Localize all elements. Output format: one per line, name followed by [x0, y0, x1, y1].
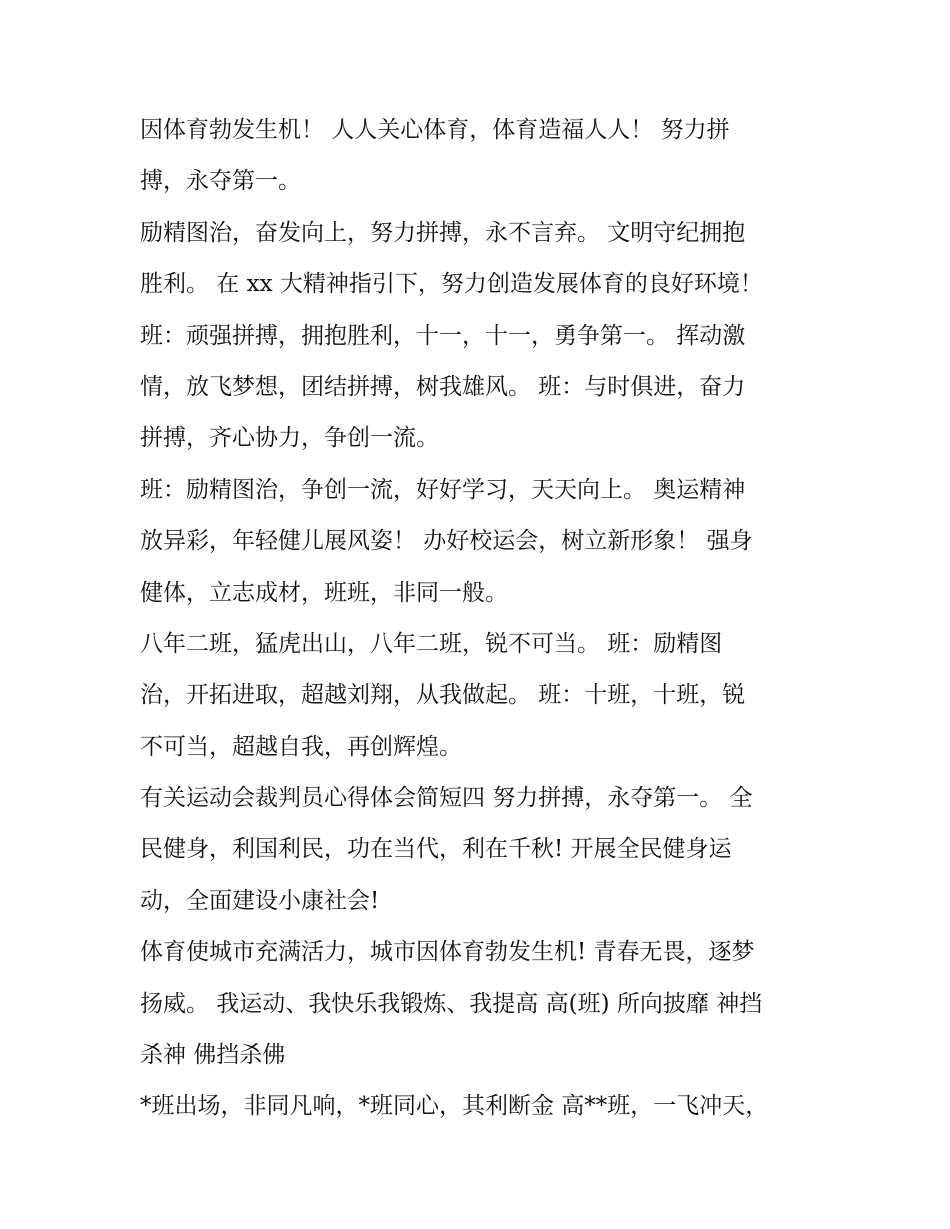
text-line: 励精图治，奋发向上，努力拼搏，永不言弃。 文明守纪拥抱	[140, 219, 746, 246]
text-line: 因体育勃发生机！ 人人关心体育，体育造福人人！ 努力拼	[140, 117, 730, 143]
text-line: 治，开拓进取，超越刘翔，从我做起。 班：十班，十班，锐	[140, 682, 746, 709]
text-line: 杀神 佛挡杀佛	[140, 1042, 286, 1069]
text-line: 情，放飞梦想，团结拼搏，树我雄风。 班：与时俱进，奋力	[140, 373, 746, 400]
text-line: 动，全面建设小康社会!	[140, 887, 380, 914]
text-line: *班出场，非同凡响，*班同心，其利断金 高**班，一飞冲天，	[140, 1093, 769, 1120]
text-line: 不可当，超越自我，再创辉煌。	[140, 733, 462, 760]
text-line: 健体，立志成材，班班，非同一般。	[140, 579, 508, 606]
text-line: 拼搏，齐心协力，争创一流。	[140, 425, 439, 452]
text-line: 扬威。 我运动、我快乐我锻炼、我提高 高(班) 所向披靡 神挡	[140, 990, 763, 1017]
document-body	[140, 105, 820, 1133]
text-line: 搏，永夺第一。	[140, 168, 301, 195]
text-line: 八年二班，猛虎出山，八年二班，锐不可当。 班：励精图	[140, 630, 723, 657]
text-line: 体育使城市充满活力，城市因体育勃发生机! 青春无畏，逐梦	[140, 939, 755, 966]
text-line: 班：顽强拼搏，拥抱胜利，十一，十一，勇争第一。 挥动激	[140, 322, 746, 349]
text-line: 班：励精图治，争创一流，好好学习，天天向上。 奥运精神	[140, 476, 746, 503]
text-line: 放异彩，年轻健儿展风姿！ 办好校运会，树立新形象！ 强身	[140, 528, 753, 555]
text-line: 民健身，利国利民，功在当代，利在千秋! 开展全民健身运	[140, 836, 732, 863]
text-line: 胜利。 在 xx 大精神指引下，努力创造发展体育的良好环境！	[140, 271, 763, 298]
text-line: 有关运动会裁判员心得体会简短四 努力拼搏，永夺第一。 全	[140, 785, 753, 812]
